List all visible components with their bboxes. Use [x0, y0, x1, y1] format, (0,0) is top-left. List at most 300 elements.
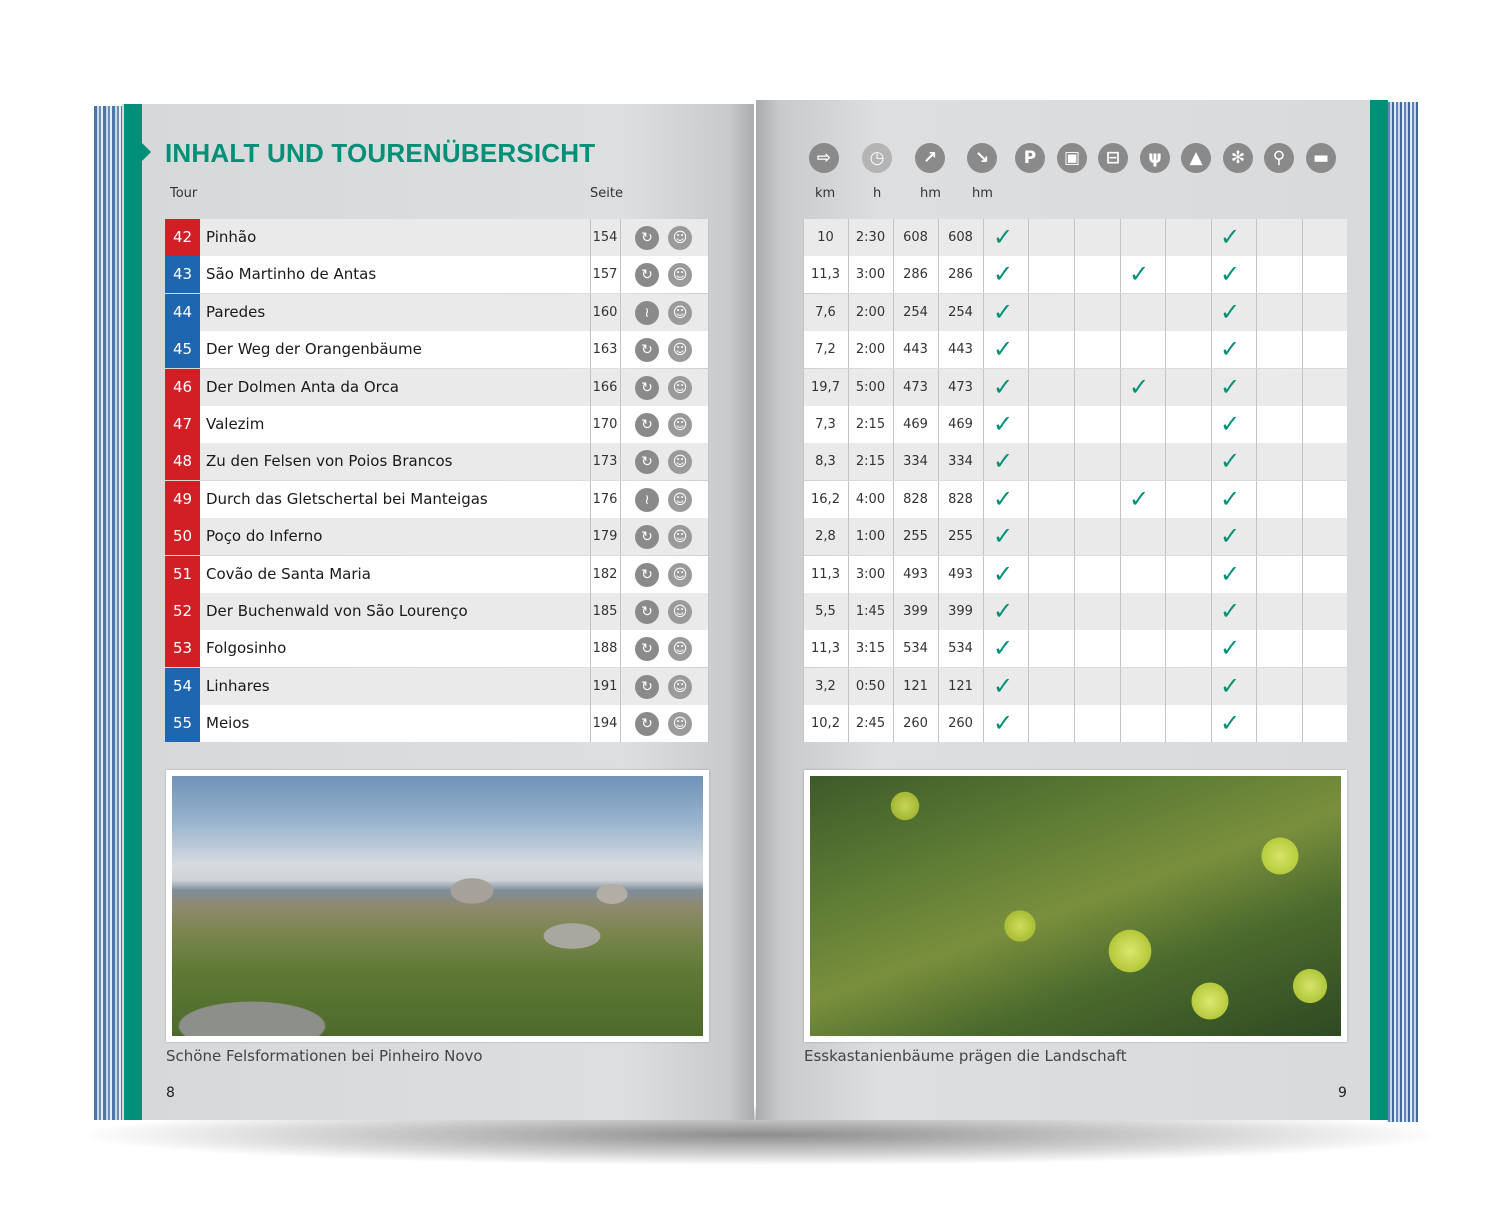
column-divider [1028, 219, 1029, 256]
column-divider [708, 406, 709, 443]
column-divider [1165, 556, 1166, 593]
tour-number: 47 [165, 406, 200, 443]
summit-icon: ▲ [1181, 143, 1211, 173]
table-row[interactable] [165, 593, 1347, 630]
column-divider [983, 369, 984, 406]
checkmark-icon: ✓ [1219, 223, 1241, 251]
column-divider [983, 443, 984, 480]
round-trip-icon: ↻ [635, 600, 659, 624]
column-divider [620, 481, 621, 518]
family-friendly-icon: ☺ [668, 637, 692, 661]
checkmark-icon: ✓ [992, 484, 1014, 513]
tour-page: 160 [592, 304, 618, 320]
checkmark-icon: ✓ [1219, 410, 1241, 438]
round-trip-icon: ↻ [635, 338, 659, 362]
column-divider [1120, 256, 1121, 293]
bike-icon: ⚲ [1264, 143, 1294, 173]
column-divider [1074, 630, 1075, 667]
photo-chestnut-trees [804, 770, 1347, 1042]
column-divider [1211, 406, 1212, 443]
tour-name: Linhares [206, 676, 270, 695]
column-divider [983, 518, 984, 555]
checkmark-icon: ✓ [992, 335, 1014, 364]
column-divider [983, 630, 984, 667]
tour-name: Valezim [206, 415, 265, 433]
tour-number: 46 [165, 369, 200, 406]
checkmark-icon: ✓ [992, 223, 1014, 251]
column-divider [1028, 443, 1029, 480]
checkmark-icon: ✓ [1219, 335, 1241, 364]
checkmark-icon: ✓ [1219, 709, 1241, 738]
checkmark-icon: ✓ [1219, 372, 1241, 401]
column-divider [1302, 256, 1303, 293]
column-divider [708, 369, 709, 406]
tour-page: 176 [592, 491, 618, 507]
tour-page: 163 [592, 342, 618, 358]
column-divider [1074, 443, 1075, 480]
tour-number: 44 [165, 294, 200, 331]
column-divider [1256, 593, 1257, 630]
tour-hours: 2:00 [855, 304, 886, 320]
column-divider [1302, 443, 1303, 480]
family-friendly-icon: ☺ [668, 488, 692, 512]
checkmark-icon: ✓ [1219, 671, 1241, 700]
page-number-right: 9 [1338, 1085, 1347, 1101]
column-divider [1256, 556, 1257, 593]
column-divider [1028, 556, 1029, 593]
column-divider [708, 256, 709, 293]
book-edge-left [94, 106, 124, 1120]
column-divider [1165, 294, 1166, 331]
tour-km: 10 [817, 230, 834, 245]
checkmark-icon: ✓ [1128, 372, 1150, 401]
family-friendly-icon: ☺ [668, 301, 692, 325]
tour-km: 16,2 [811, 491, 840, 507]
round-trip-icon: ↻ [635, 712, 659, 736]
tour-descent: 399 [948, 604, 973, 619]
column-divider [1256, 331, 1257, 368]
column-divider [1074, 481, 1075, 518]
tour-km: 11,3 [811, 566, 840, 582]
column-divider [1074, 668, 1075, 705]
tour-page: 173 [592, 454, 618, 470]
column-divider [1165, 668, 1166, 705]
column-divider [983, 668, 984, 705]
tour-descent: 286 [948, 267, 973, 283]
table-row[interactable] [165, 443, 1347, 480]
family-friendly-icon: ☺ [668, 263, 692, 287]
tour-hours: 2:30 [855, 230, 886, 245]
column-divider [1028, 406, 1029, 443]
checkmark-icon: ✓ [1219, 260, 1241, 289]
tour-km: 7,3 [815, 417, 836, 432]
round-trip-icon: ↻ [635, 675, 659, 699]
column-divider [983, 406, 984, 443]
tour-km: 7,2 [815, 342, 836, 358]
checkmark-icon: ✓ [992, 447, 1014, 476]
column-divider [1256, 406, 1257, 443]
column-divider [1120, 331, 1121, 368]
column-divider [1120, 668, 1121, 705]
round-trip-icon: ↻ [635, 263, 659, 287]
tour-descent: 469 [948, 417, 973, 432]
checkmark-icon: ✓ [992, 559, 1014, 588]
column-divider [1074, 331, 1075, 368]
column-divider [1120, 369, 1121, 406]
table-row[interactable] [165, 630, 1347, 667]
restaurant-icon: ψ [1140, 143, 1170, 173]
family-friendly-icon: ☺ [668, 600, 692, 624]
column-divider [1302, 630, 1303, 667]
tour-number: 48 [165, 443, 200, 480]
column-divider [1028, 481, 1029, 518]
checkmark-icon: ✓ [992, 597, 1014, 625]
table-row[interactable] [165, 556, 1347, 593]
tour-ascent: 255 [903, 529, 928, 545]
table-row[interactable] [165, 406, 1347, 443]
tour-km: 2,8 [815, 529, 836, 545]
column-divider [1302, 369, 1303, 406]
column-divider [1302, 593, 1303, 630]
tour-name: Meios [206, 714, 250, 733]
column-divider [1120, 294, 1121, 331]
tour-hours: 3:00 [855, 267, 886, 283]
family-friendly-icon: ☺ [668, 712, 692, 736]
tour-ascent: 443 [903, 342, 928, 358]
checkmark-icon: ✓ [992, 260, 1014, 289]
family-friendly-icon: ☺ [668, 226, 692, 250]
tour-ascent: 608 [903, 230, 928, 245]
table-row[interactable] [165, 668, 1347, 705]
tour-hours: 0:50 [855, 678, 886, 694]
tour-descent: 260 [948, 716, 973, 732]
tour-descent: 121 [948, 678, 973, 694]
signpost-icon: ⇨ [809, 143, 839, 173]
column-divider [1120, 705, 1121, 742]
tour-number: 43 [165, 256, 200, 293]
ascent-icon: ↗ [915, 143, 945, 173]
tour-descent: 473 [948, 379, 973, 395]
column-divider [708, 443, 709, 480]
column-divider [1302, 556, 1303, 593]
tour-hours: 2:15 [855, 454, 886, 470]
tour-descent: 334 [948, 454, 973, 470]
tour-name: Poço do Inferno [206, 527, 323, 546]
column-divider [1302, 331, 1303, 368]
column-divider [1256, 219, 1257, 256]
header-hm-up: hm [920, 186, 941, 201]
tour-name: Durch das Gletschertal bei Manteigas [206, 489, 488, 508]
column-divider [1028, 369, 1029, 406]
tour-km: 3,2 [815, 678, 836, 694]
checkmark-icon: ✓ [1219, 447, 1241, 476]
table-row[interactable] [165, 481, 1347, 518]
tour-hours: 4:00 [855, 491, 886, 507]
parking-icon: P [1015, 143, 1045, 173]
green-margin-right [1370, 100, 1388, 1120]
tour-name: São Martinho de Antas [206, 265, 377, 284]
column-divider [1165, 331, 1166, 368]
column-divider [1074, 256, 1075, 293]
tour-ascent: 121 [903, 678, 928, 694]
column-divider [708, 481, 709, 518]
column-divider [1120, 406, 1121, 443]
tour-hours: 2:00 [855, 342, 886, 358]
tour-km: 11,3 [811, 267, 840, 283]
table-row[interactable] [165, 331, 1347, 368]
column-divider [1211, 518, 1212, 555]
tour-page: 188 [592, 641, 618, 657]
column-divider [1074, 369, 1075, 406]
clock-icon: ◷ [862, 143, 892, 173]
column-divider [983, 219, 984, 256]
family-friendly-icon: ☺ [668, 376, 692, 400]
tour-page: 194 [592, 716, 618, 732]
tour-name: Covão de Santa Maria [206, 564, 371, 583]
checkmark-icon: ✓ [992, 634, 1014, 663]
column-divider [1302, 705, 1303, 742]
column-divider [1256, 369, 1257, 406]
tour-km: 7,6 [815, 304, 836, 320]
tour-page: 166 [592, 379, 618, 395]
column-divider [1211, 219, 1212, 256]
tour-ascent: 473 [903, 379, 928, 395]
column-divider [1256, 443, 1257, 480]
column-divider [1211, 294, 1212, 331]
column-divider [1165, 369, 1166, 406]
column-divider [1165, 593, 1166, 630]
column-divider [1302, 668, 1303, 705]
tour-name: Folgosinho [206, 639, 287, 658]
column-divider [708, 705, 709, 742]
descent-icon: ↘ [967, 143, 997, 173]
tour-ascent: 334 [903, 454, 928, 470]
tour-ascent: 828 [903, 491, 928, 507]
tour-descent: 534 [948, 641, 973, 657]
column-divider [708, 219, 709, 256]
table-row[interactable] [165, 369, 1347, 406]
tour-page: 179 [592, 529, 618, 545]
title-marker [142, 143, 151, 161]
tour-descent: 254 [948, 304, 973, 320]
tour-name: Paredes [206, 302, 266, 321]
column-divider [620, 593, 621, 630]
column-divider [1256, 668, 1257, 705]
tour-number: 55 [165, 705, 200, 742]
header-seite: Seite [590, 186, 623, 201]
column-divider [708, 518, 709, 555]
page-title: INHALT UND TOURENÜBERSICHT [165, 138, 596, 168]
column-divider [1256, 294, 1257, 331]
column-divider [708, 294, 709, 331]
checkmark-icon: ✓ [992, 372, 1014, 401]
column-divider [1028, 593, 1029, 630]
column-divider [1165, 219, 1166, 256]
tour-descent: 608 [948, 230, 973, 245]
checkmark-icon: ✓ [1219, 297, 1241, 326]
column-divider [620, 369, 621, 406]
tour-km: 10,2 [811, 716, 840, 732]
tour-ascent: 260 [903, 716, 928, 732]
family-friendly-icon: ☺ [668, 675, 692, 699]
column-divider [1028, 630, 1029, 667]
tour-name: Der Buchenwald von São Lourenço [206, 602, 468, 620]
column-divider [983, 705, 984, 742]
checkmark-icon: ✓ [1219, 597, 1241, 625]
linear-route-icon: ≀ [635, 488, 659, 512]
tour-name: Der Dolmen Anta da Orca [206, 377, 399, 396]
column-divider [983, 331, 984, 368]
tour-hours: 2:45 [855, 716, 886, 732]
table-row[interactable] [165, 294, 1347, 331]
column-divider [1120, 219, 1121, 256]
column-divider [620, 705, 621, 742]
checkmark-icon: ✓ [992, 709, 1014, 738]
winter-icon: ✻ [1223, 143, 1253, 173]
tour-descent: 493 [948, 566, 973, 582]
column-divider [1074, 294, 1075, 331]
column-divider [1165, 481, 1166, 518]
header-hm-down: hm [972, 186, 993, 201]
column-divider [1074, 556, 1075, 593]
column-divider [708, 593, 709, 630]
tour-descent: 828 [948, 491, 973, 507]
checkmark-icon: ✓ [1219, 484, 1241, 513]
column-divider [1302, 406, 1303, 443]
column-divider [1028, 668, 1029, 705]
tour-hours: 5:00 [855, 379, 886, 395]
tour-number: 45 [165, 331, 200, 368]
cable-car-icon: ⊟ [1098, 143, 1128, 173]
green-margin-left [124, 104, 142, 1120]
family-friendly-icon: ☺ [668, 450, 692, 474]
column-divider [1120, 593, 1121, 630]
column-divider [1165, 256, 1166, 293]
column-divider [708, 331, 709, 368]
checkmark-icon: ✓ [1219, 522, 1241, 551]
tour-hours: 2:15 [855, 417, 886, 432]
tour-page: 182 [592, 566, 618, 582]
round-trip-icon: ↻ [635, 376, 659, 400]
tour-page: 191 [592, 678, 618, 694]
tour-number: 52 [165, 593, 200, 630]
family-friendly-icon: ☺ [668, 563, 692, 587]
checkmark-icon: ✓ [1128, 484, 1150, 513]
tour-number: 49 [165, 481, 200, 518]
checkmark-icon: ✓ [992, 671, 1014, 700]
table-row[interactable] [165, 219, 1347, 256]
tour-descent: 255 [948, 529, 973, 545]
tour-number: 51 [165, 556, 200, 593]
column-divider [620, 294, 621, 331]
column-divider [708, 556, 709, 593]
column-divider [1074, 406, 1075, 443]
tour-number: 54 [165, 668, 200, 705]
column-divider [1028, 331, 1029, 368]
round-trip-icon: ↻ [635, 450, 659, 474]
tour-ascent: 254 [903, 304, 928, 320]
column-divider [1211, 705, 1212, 742]
column-divider [1256, 518, 1257, 555]
caption-left: Schöne Felsformationen bei Pinheiro Novo [166, 1047, 483, 1065]
tour-name: Pinhão [206, 228, 257, 246]
column-divider [1120, 518, 1121, 555]
column-divider [620, 518, 621, 555]
tour-ascent: 534 [903, 641, 928, 657]
tour-hours: 3:15 [855, 641, 886, 657]
column-divider [1165, 518, 1166, 555]
family-friendly-icon: ☺ [668, 413, 692, 437]
column-divider [620, 256, 621, 293]
table-row[interactable] [165, 518, 1347, 555]
family-friendly-icon: ☺ [668, 525, 692, 549]
bus-icon: ▣ [1057, 143, 1087, 173]
column-divider [983, 256, 984, 293]
tour-number: 53 [165, 630, 200, 667]
column-divider [708, 630, 709, 667]
column-divider [1165, 443, 1166, 480]
column-divider [1302, 518, 1303, 555]
column-divider [1256, 705, 1257, 742]
column-divider [1165, 406, 1166, 443]
column-divider [1074, 593, 1075, 630]
tour-km: 5,5 [815, 604, 836, 619]
tour-descent: 443 [948, 342, 973, 358]
column-divider [1120, 630, 1121, 667]
tour-number: 42 [165, 219, 200, 256]
column-divider [1028, 294, 1029, 331]
column-divider [1120, 443, 1121, 480]
tour-page: 154 [592, 230, 618, 245]
column-divider [1074, 518, 1075, 555]
tour-km: 19,7 [811, 379, 840, 395]
column-divider [1211, 481, 1212, 518]
tour-ascent: 469 [903, 417, 928, 432]
column-divider [1211, 369, 1212, 406]
column-divider [1211, 630, 1212, 667]
column-divider [1074, 219, 1075, 256]
tour-hours: 1:00 [855, 529, 886, 545]
column-divider [1302, 481, 1303, 518]
tour-ascent: 286 [903, 267, 928, 283]
column-divider [620, 443, 621, 480]
table-row[interactable] [165, 705, 1347, 742]
column-divider [983, 593, 984, 630]
column-divider [983, 481, 984, 518]
column-divider [1028, 256, 1029, 293]
column-divider [1302, 219, 1303, 256]
column-divider [1211, 593, 1212, 630]
header-tour: Tour [170, 186, 198, 201]
header-hours: h [873, 186, 882, 201]
tour-km: 11,3 [811, 641, 840, 657]
column-divider [620, 630, 621, 667]
linear-route-icon: ≀ [635, 301, 659, 325]
tour-number: 50 [165, 518, 200, 555]
tour-km: 8,3 [815, 454, 836, 470]
column-divider [983, 294, 984, 331]
column-divider [1211, 556, 1212, 593]
checkmark-icon: ✓ [1219, 634, 1241, 663]
family-friendly-icon: ☺ [668, 338, 692, 362]
column-divider [1256, 256, 1257, 293]
column-divider [708, 668, 709, 705]
page-number-left: 8 [166, 1085, 175, 1101]
column-divider [1211, 256, 1212, 293]
column-divider [983, 556, 984, 593]
table-row[interactable] [165, 256, 1347, 293]
column-divider [1165, 630, 1166, 667]
